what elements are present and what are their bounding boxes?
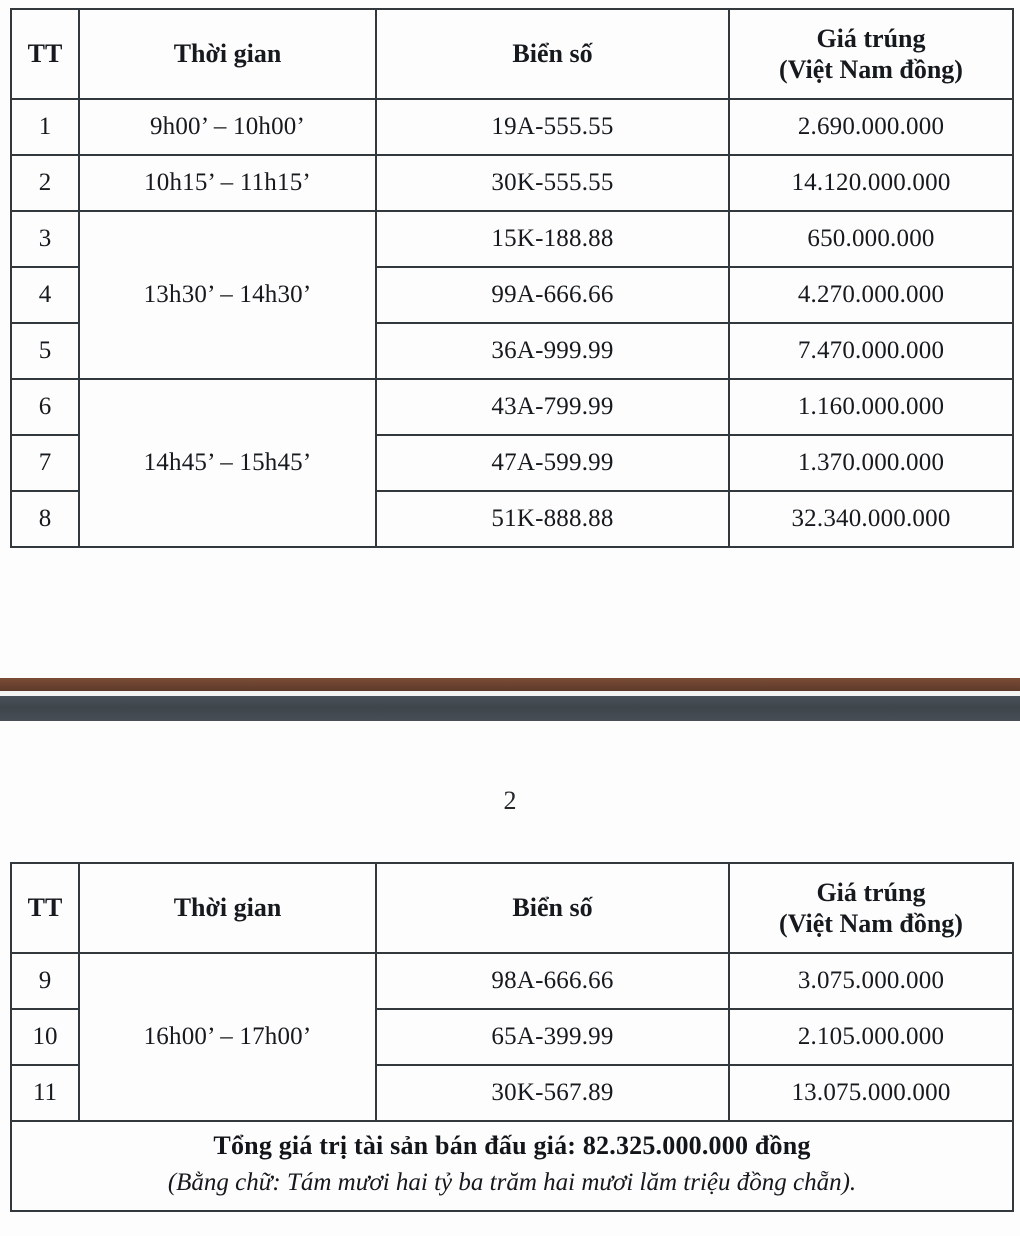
column-header-price-line2: (Việt Nam đồng)	[779, 55, 963, 84]
table-footer-cell	[11, 1121, 1013, 1211]
cell-tt: 3	[11, 211, 79, 267]
cell-plate: 30K-567.89	[376, 1065, 729, 1121]
table-row	[11, 99, 1013, 155]
cell-plate: 65A-399.99	[376, 1009, 729, 1065]
cell-tt: 8	[11, 491, 79, 547]
cell-plate: 47A-599.99	[376, 435, 729, 491]
cell-plate: 15K-188.88	[376, 211, 729, 267]
cell-price: 13.075.000.000	[729, 1065, 1013, 1121]
column-header-price-line1: Giá trúng	[816, 877, 926, 907]
table-row	[11, 379, 1013, 435]
cell-price: 14.120.000.000	[729, 155, 1013, 211]
table-row	[11, 953, 1013, 1009]
cell-time-merged: 14h45’ – 15h45’	[79, 379, 376, 547]
page-break-band-brown	[0, 678, 1020, 691]
column-header-time: Thời gian	[79, 863, 376, 953]
cell-tt: 6	[11, 379, 79, 435]
column-header-time: Thời gian	[79, 9, 376, 99]
cell-plate: 43A-799.99	[376, 379, 729, 435]
cell-tt: 5	[11, 323, 79, 379]
column-header-price-line1: Giá trúng	[816, 23, 926, 53]
cell-tt: 11	[11, 1065, 79, 1121]
cell-time: 9h00’ – 10h00’	[79, 99, 376, 155]
cell-price: 1.160.000.000	[729, 379, 1013, 435]
auction-results-table-top	[10, 8, 1014, 548]
cell-price: 2.690.000.000	[729, 99, 1013, 155]
table-row	[11, 211, 1013, 267]
cell-price: 3.075.000.000	[729, 953, 1013, 1009]
table-row	[11, 155, 1013, 211]
cell-price: 2.105.000.000	[729, 1009, 1013, 1065]
table-header-row	[11, 9, 1013, 99]
column-header-tt: TT	[11, 9, 79, 99]
cell-tt: 10	[11, 1009, 79, 1065]
page-break-band-dark	[0, 696, 1020, 721]
cell-price: 7.470.000.000	[729, 323, 1013, 379]
cell-plate: 19A-555.55	[376, 99, 729, 155]
cell-time-merged: 16h00’ – 17h00’	[79, 953, 376, 1121]
page-number: 2	[503, 786, 517, 815]
cell-tt: 2	[11, 155, 79, 211]
cell-plate: 51K-888.88	[376, 491, 729, 547]
cell-tt: 1	[11, 99, 79, 155]
column-header-price	[729, 863, 1013, 953]
total-value-text: Tổng giá trị tài sản bán đấu giá: 82.325.000.000 đồng	[213, 1131, 811, 1160]
cell-tt: 9	[11, 953, 79, 1009]
cell-plate: 99A-666.66	[376, 267, 729, 323]
cell-price: 650.000.000	[729, 211, 1013, 267]
auction-results-table-bottom	[10, 862, 1014, 1212]
cell-plate: 30K-555.55	[376, 155, 729, 211]
cell-price: 4.270.000.000	[729, 267, 1013, 323]
table-header-row	[11, 863, 1013, 953]
cell-tt: 4	[11, 267, 79, 323]
column-header-price	[729, 9, 1013, 99]
cell-time: 10h15’ – 11h15’	[79, 155, 376, 211]
column-header-plate: Biển số	[376, 9, 729, 99]
table-footer-row	[11, 1121, 1013, 1211]
column-header-tt: TT	[11, 863, 79, 953]
cell-price: 1.370.000.000	[729, 435, 1013, 491]
column-header-plate: Biển số	[376, 863, 729, 953]
cell-time-merged: 13h30’ – 14h30’	[79, 211, 376, 379]
cell-tt: 7	[11, 435, 79, 491]
column-header-price-line2: (Việt Nam đồng)	[779, 909, 963, 938]
cell-plate: 98A-666.66	[376, 953, 729, 1009]
cell-price: 32.340.000.000	[729, 491, 1013, 547]
cell-plate: 36A-999.99	[376, 323, 729, 379]
amount-in-words-text: (Bằng chữ: Tám mươi hai tỷ ba trăm hai mươi lăm triệu đồng chẵn).	[167, 1169, 857, 1197]
